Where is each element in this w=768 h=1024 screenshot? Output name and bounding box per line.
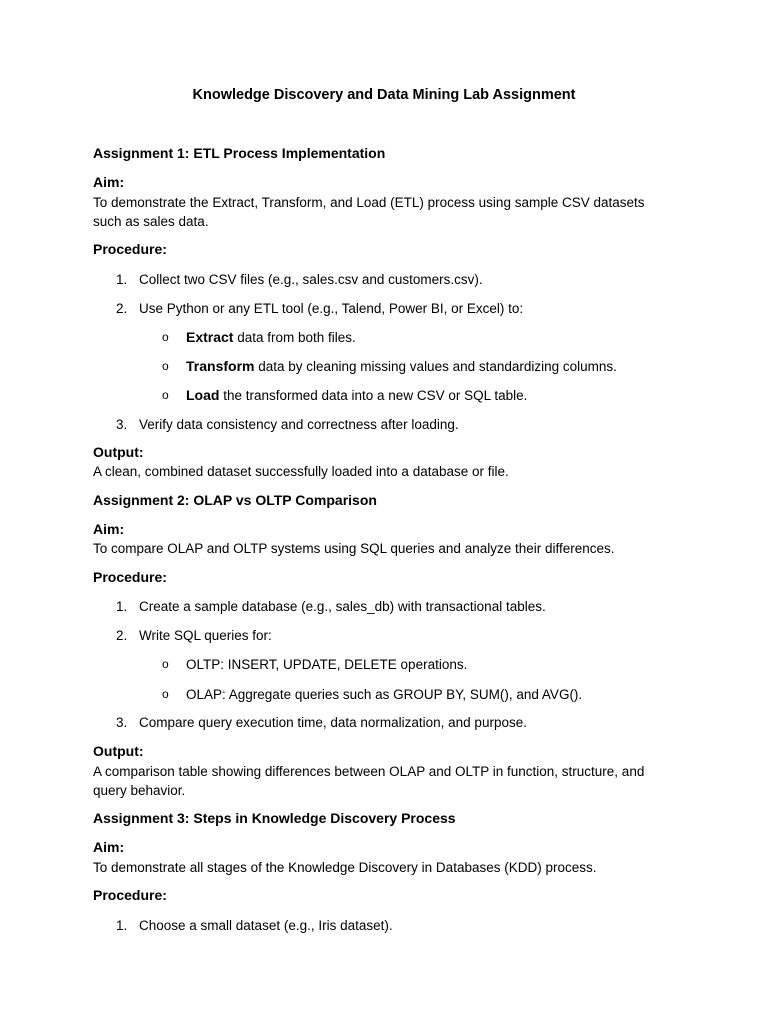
assignment-1-heading: Assignment 1: ETL Process Implementation	[93, 145, 386, 161]
bullet-marker: o	[162, 388, 169, 402]
assignment-2-output-label: Output:	[93, 743, 144, 759]
assignment-2-aim-label: Aim:	[93, 521, 125, 537]
bullet-marker: o	[162, 657, 169, 671]
list-item-text: Use Python or any ETL tool (e.g., Talend, Power BI, or Excel) to:	[139, 301, 524, 316]
assignment-1-aim-text-line-1: To demonstrate the Extract, Transform, and Load (ETL) process using sample CSV datasets	[93, 195, 645, 210]
bullet-marker: o	[162, 687, 169, 701]
bullet-marker: o	[162, 359, 169, 373]
assignment-1-output-text: A clean, combined dataset successfully loaded into a database or file.	[93, 464, 509, 479]
list-item-text: Compare query execution time, data normalization, and purpose.	[139, 715, 527, 730]
assignment-3-procedure-label: Procedure:	[93, 887, 167, 903]
sub-list-item-keyword: Load	[186, 387, 220, 403]
assignment-3-aim-label: Aim:	[93, 839, 125, 855]
assignment-2-procedure-label: Procedure:	[93, 569, 167, 585]
sub-list-item-text: the transformed data into a new CSV or SQL table.	[219, 388, 528, 403]
sub-list-item-keyword: Extract	[186, 329, 234, 345]
sub-list-item-text: OLAP: Aggregate queries such as GROUP BY, SUM(), and AVG().	[186, 687, 583, 702]
list-item-text: Verify data consistency and correctness after loading.	[139, 417, 459, 432]
sub-list-item-text: data from both files.	[233, 330, 356, 345]
assignment-1-output-label: Output:	[93, 444, 144, 460]
list-item-text: Write SQL queries for:	[139, 628, 272, 643]
sub-list-item-text: data by cleaning missing values and standardizing columns.	[254, 359, 617, 374]
sub-list-item	[186, 357, 617, 376]
list-item-text: Choose a small dataset (e.g., Iris dataset).	[139, 918, 393, 933]
list-item-number: 1.	[116, 272, 128, 287]
assignment-1-aim-label: Aim:	[93, 174, 125, 190]
assignment-3-aim-text: To demonstrate all stages of the Knowledge Discovery in Databases (KDD) process.	[93, 860, 597, 875]
document-title: Knowledge Discovery and Data Mining Lab Assignment	[192, 87, 576, 103]
sub-list-item	[186, 386, 527, 405]
list-item-number: 2.	[116, 301, 128, 316]
assignment-2-output-text-line-1: A comparison table showing differences between OLAP and OLTP in function, structure, and	[93, 764, 645, 779]
sub-list-item-keyword: Transform	[186, 358, 255, 374]
list-item-number: 1.	[116, 599, 128, 614]
list-item-text: Create a sample database (e.g., sales_db) with transactional tables.	[139, 599, 546, 614]
sub-list-item	[186, 328, 356, 347]
list-item-number: 3.	[116, 417, 128, 432]
list-item-number: 2.	[116, 628, 128, 643]
assignment-2-output-text-line-2: query behavior.	[93, 783, 186, 798]
assignment-2-aim-text: To compare OLAP and OLTP systems using SQL queries and analyze their differences.	[93, 541, 615, 556]
list-item-number: 1.	[116, 918, 128, 933]
assignment-1-procedure-label: Procedure:	[93, 241, 167, 257]
assignment-3-heading: Assignment 3: Steps in Knowledge Discovery Process	[93, 810, 456, 826]
assignment-1-aim-text-line-2: such as sales data.	[93, 214, 209, 229]
sub-list-item-text: OLTP: INSERT, UPDATE, DELETE operations.	[186, 657, 468, 672]
list-item-number: 3.	[116, 715, 128, 730]
assignment-2-heading: Assignment 2: OLAP vs OLTP Comparison	[93, 492, 377, 508]
bullet-marker: o	[162, 330, 169, 344]
list-item-text: Collect two CSV files (e.g., sales.csv and customers.csv).	[139, 272, 483, 287]
